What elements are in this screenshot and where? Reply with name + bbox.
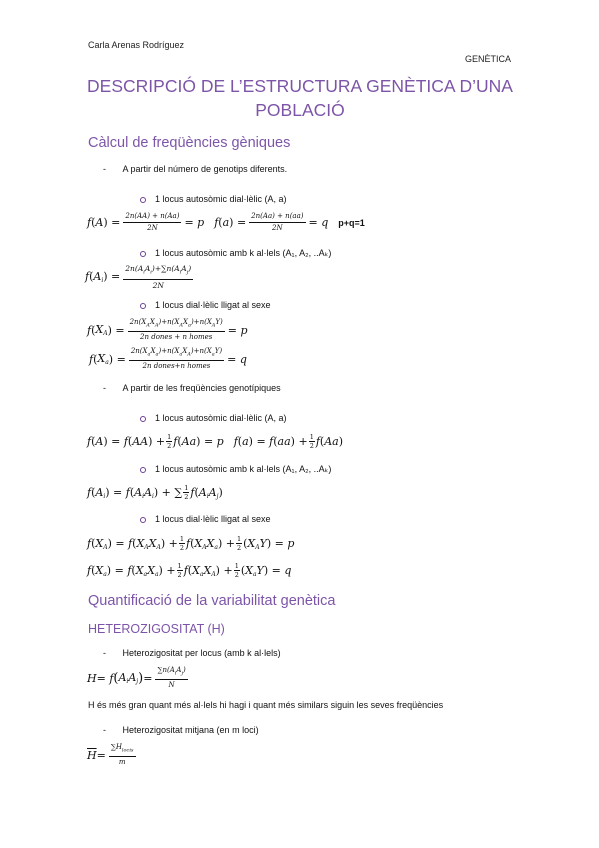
list-item-text: A partir de les freqüències genotípiques: [122, 383, 281, 393]
pq-note: p+q=1: [338, 217, 365, 228]
formula-freq-from-genotypes-xa: f ( $X_A$ ) = f ( $X_AX_A$ ) + $\frac{1}{2}$ f ( $X_AX_a$ ) + $\frac{1}{2}$ ( $X_AY$ ) = p: [87, 535, 295, 552]
bullet-text: 1 locus dial·lèlic lligat al sexe: [155, 514, 271, 524]
section-heading-gene-frequencies: Càlcul de freqüències gèniques: [88, 135, 291, 151]
formula-mean-heterozygosity: $\overline{H}$ = $\frac{\sum H_{locis}}{m}$: [87, 743, 134, 767]
circle-bullet-icon: [140, 416, 146, 422]
formula-xa-lower-freq: f ( $X_a$ ) = $\frac{2n(X_aX_a)+n(X_aX_A)+n(X_aY)}{\text{2n dones+n homes}}$ = q: [89, 347, 247, 371]
circle-bullet-icon: [140, 251, 146, 257]
header-author: Carla Arenas Rodríguez: [88, 40, 185, 50]
list-item: [103, 383, 281, 393]
bullet-item: [140, 248, 331, 259]
bullet-text: 1 locus dial·lèlic lligat al sexe: [155, 300, 271, 310]
circle-bullet-icon: [140, 517, 146, 523]
bullet-item: [140, 514, 271, 524]
list-item-text: A partir del número de genotips diferents.: [122, 164, 288, 174]
bullet-text: 1 locus autosòmic dial·lèlic (A, a): [155, 413, 287, 423]
circle-bullet-icon: [140, 467, 146, 473]
formula-heterozygosity-per-locus: H = f ( $A_iA_j$ ) = $\frac{\sum n(A_iA_j)}{N}$: [87, 666, 186, 690]
bullet-item: [140, 194, 287, 204]
formula-freq-from-genotypes-xa-lower: f ( $X_a$ ) = f ( $X_aX_a$ ) + $\frac{1}{2}$ f ( $X_aX_A$ ) + $\frac{1}{2}$ ( $X_aY$ ) = q: [87, 562, 292, 579]
dash-bullet: -: [103, 648, 106, 658]
formula-freq-from-genotypes-diallelic: f ( A ) = f ( AA ) + $\frac{1}{2}$ f ( Aa ) = p f ( a ) = f ( aa ) + $\frac{1}{2}$ f ( Aa ): [87, 433, 344, 450]
formula-allele-freq-k-alleles: f ( $A_i$ ) = $\frac{2n(A_iA_i)+\sum n(A_iA_j)}{2N}$: [85, 264, 192, 290]
paragraph-heterozygosity: H és més gran quant més al·lels hi hagi i quant més similars siguin les seves freqüències: [88, 700, 444, 710]
document-title: DESCRIPCIÓ DE L’ESTRUCTURA GENÈTICA D’UNA POBLACIÓ: [87, 76, 513, 120]
list-item: [103, 648, 281, 658]
formula-allele-freq-diallelic: f ( A ) = $\frac{2n(AA) + n(Aa)}{2N}$ = p f ( a ) = $\frac{2n(Aa) + n(aa)}{2N}$ = q p+q=1: [87, 212, 365, 232]
list-item-text: Heterozigositat mitjana (en m loci): [122, 725, 259, 735]
list-item-text: Heterozigositat per locus (amb k al·lels): [122, 648, 281, 658]
bullet-text: 1 locus autosòmic dial·lèlic (A, a): [155, 194, 287, 204]
section-heading-variability: Quantificació de la variabilitat genètica: [88, 593, 336, 609]
bullet-text: 1 locus autosòmic amb k al·lels (A₁, A₂, ..Aₖ): [155, 464, 332, 474]
subheading-heterozygosity: HETEROZIGOSITAT (H): [88, 622, 225, 636]
circle-bullet-icon: [140, 303, 146, 309]
bullet-item: [140, 464, 331, 475]
formula-xa-freq: f ( $X_A$ ) = $\frac{2n(X_AX_A)+n(X_AX_a)+n(X_AY)}{\text{2n dones + n homes}}$ = p: [87, 318, 248, 342]
formula-freq-from-genotypes-k-alleles: f ( $A_i$ ) = f ( $A_iA_i$ ) + ∑ 1 2 f ( $A_iA_j$ ): [87, 484, 223, 501]
list-item: [103, 164, 287, 174]
circle-bullet-icon: [140, 197, 146, 203]
bullet-item: [140, 413, 287, 423]
dash-bullet: -: [103, 383, 106, 393]
bullet-text: 1 locus autosòmic amb k al·lels (A₁, A₂, ..Aₖ): [155, 248, 332, 258]
bullet-item: [140, 300, 271, 310]
dash-bullet: -: [103, 725, 106, 735]
dash-bullet: -: [103, 164, 106, 174]
header-subject: GENÈTICA: [465, 54, 512, 64]
list-item: [103, 725, 259, 735]
